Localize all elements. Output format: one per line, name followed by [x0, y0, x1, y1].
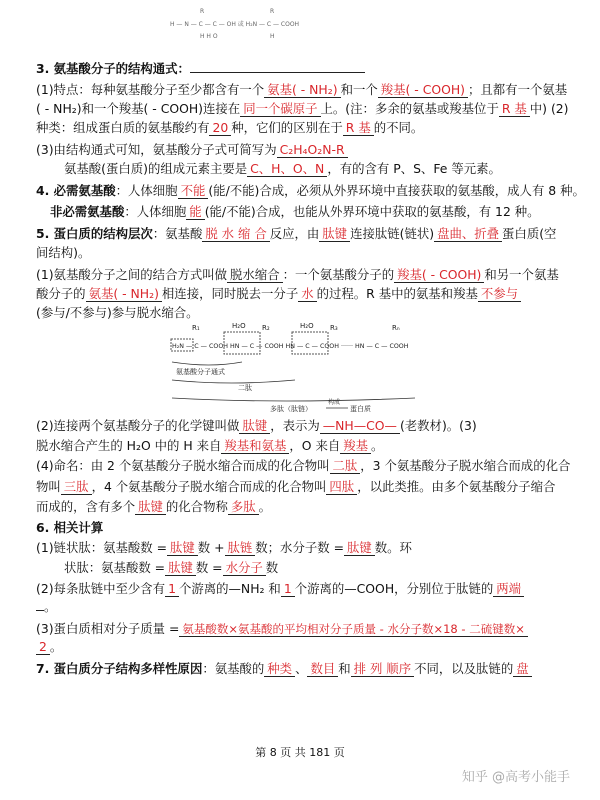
text: ：一个氨基酸分子的 — [282, 267, 395, 282]
answer-fill: C₂H₄O₂N-R — [277, 142, 348, 158]
answer-fill: 脱 水 缩 合 — [202, 226, 269, 242]
answer-fill: 羧基和氨基 — [221, 438, 289, 454]
r1-label: R₁ — [192, 324, 200, 332]
answer-fill: C、H、O、N — [247, 161, 327, 177]
answer-fill: R 基 — [499, 101, 530, 117]
text: (1)链状肽：氨基酸数 = — [36, 540, 167, 555]
text: (3)蛋白质相对分子质量 = — [36, 621, 180, 636]
answer-fill: 盘 — [513, 661, 531, 677]
blank — [190, 72, 365, 73]
s6-line3 — [36, 579, 570, 599]
text: ；且都有一个氨基 — [468, 82, 568, 97]
text: 状肽：氨基酸数 = — [64, 560, 166, 575]
answer-fill: 不参与 — [478, 286, 521, 302]
text: 中) (2) — [529, 101, 569, 116]
dipeptide-label: 二肽 — [238, 384, 252, 392]
text: ，以此类推。由多个氨基酸分子缩合 — [357, 479, 556, 494]
s3-title: 3. 氨基酸分子的结构通式： — [36, 61, 190, 76]
text: ，O 来自 — [289, 438, 341, 453]
general-formula-label: 氨基酸分子通式 — [176, 368, 225, 376]
dehydration-condensation-diagram — [170, 318, 420, 420]
text: ( - NH₂)和一个羧基( - COOH)连接在 — [36, 101, 241, 116]
text: 。 — [49, 639, 63, 654]
s3-title-line — [36, 59, 570, 79]
blank — [36, 610, 44, 611]
text: 。 — [44, 599, 57, 614]
text: 相连接，同时脱去一分子 — [161, 286, 299, 301]
text: 数。环 — [374, 540, 412, 555]
s7-line1 — [36, 659, 570, 679]
answer-fill: 肽键 — [319, 226, 350, 242]
text: 反应，由 — [269, 226, 320, 241]
s3-line5 — [64, 159, 570, 179]
text: 的不同。 — [373, 120, 424, 135]
text: 而成的，含有多个 — [36, 499, 136, 514]
section-title: 5. 蛋白质的结构层次 — [36, 226, 153, 241]
text: (2)每条肽链中至少含有 — [36, 581, 166, 596]
answer-fill: 1 — [281, 581, 295, 597]
text: ：人体细胞 — [115, 183, 178, 198]
answer-fill: 不能 — [178, 183, 209, 199]
text: 。 — [258, 499, 272, 514]
s3-line1 — [36, 80, 570, 100]
text: 间结构)。 — [36, 245, 91, 260]
answer-fill: 羧基( - COOH) — [378, 82, 468, 98]
text: (4)命名：由 2 个氨基酸分子脱水缩合而成的化合物叫 — [36, 458, 330, 473]
section-title: 6. 相关计算 — [36, 520, 104, 535]
answer-fill: 脱水缩合 — [227, 267, 283, 283]
protein-label: 蛋白质 — [350, 405, 371, 413]
text: 氨基酸(蛋白质)的组成元素主要是 — [64, 161, 248, 176]
answer-fill: 盘曲、折叠 — [434, 226, 502, 242]
answer-fill: 肽键 — [167, 540, 198, 556]
text: 蛋白质(空 — [502, 226, 557, 241]
answer-fill: 排 列 顺序 — [351, 661, 414, 677]
s6-line5 — [36, 619, 570, 639]
svg-text:R: R — [200, 8, 205, 15]
answer-fill: 肽键 — [239, 418, 270, 434]
text: ，3 个氨基酸分子脱水缩合而成的化合 — [360, 458, 571, 473]
answer-fill: 2 — [36, 639, 50, 655]
text: ：人体细胞 — [124, 204, 187, 219]
text: 个游离的—COOH，分别位于肽链的 — [294, 581, 494, 596]
answer-fill: 1 — [165, 581, 179, 597]
page-footer: 第 8 页 共 181 页 — [255, 746, 345, 759]
s5b-line1 — [36, 416, 570, 436]
polypeptide-label: 多肽（肽链） — [270, 405, 312, 413]
s6-title-line — [36, 518, 570, 538]
text: 数 + — [197, 540, 225, 555]
text: ，表示为 — [270, 418, 320, 433]
s5-line4 — [36, 284, 570, 304]
svg-text:H — N — C — C — OH 或 H₂N —: H — N — C — C — OH 或 H₂N — C — COOH — [170, 21, 300, 28]
text: (能/不能)合成，也能从外界环境中获取的氨基酸，有 12 种。 — [204, 204, 540, 219]
text: (老教材)。(3) — [399, 418, 477, 433]
s5b-line5 — [36, 497, 570, 517]
text: 种，它们的区别在于 — [231, 120, 343, 135]
answer-fill: 羧基 — [340, 438, 371, 454]
svg-text:H: H — [270, 33, 275, 40]
text: 物叫 — [36, 479, 61, 494]
text: 的化合物称 — [165, 499, 228, 514]
answer-fill: 氨基( - NH₂) — [86, 286, 162, 302]
answer-fill: 羧基( - COOH) — [394, 267, 484, 283]
text: ，有的含有 P、S、Fe 等元素。 — [327, 161, 501, 176]
svg-text:R: R — [270, 8, 275, 15]
form-label: 构成 — [328, 399, 341, 406]
answer-fill: 肽键 — [344, 540, 375, 556]
text: 个游离的—NH₂ 和 — [178, 581, 281, 596]
text: 上。(注：多余的氨基或羧基位于 — [320, 101, 499, 116]
chain-formula: H₂N — C — COOH HN — C — COOH HN — C — COOH ······ HN — C — COOH — [172, 343, 409, 350]
s5b-line3 — [36, 456, 570, 476]
answer-fill: 氨基酸数×氨基酸的平均相对分子质量 - 水分子数×18 - 二硫键数× — [179, 622, 527, 637]
amino-acid-formula-image — [170, 6, 310, 40]
s5b-line4 — [36, 477, 570, 497]
answer-fill: 三肽 — [61, 479, 92, 495]
rn-label: Rₙ — [392, 324, 400, 332]
s5-line2 — [36, 243, 570, 263]
text: 连接肽链(链状) — [350, 226, 435, 241]
r3-label: R₃ — [330, 324, 338, 332]
answer-fill: 20 — [209, 120, 231, 136]
answer-fill: 肽键 — [135, 499, 166, 515]
s4-line2 — [50, 202, 570, 222]
text: (能/不能)合成，必须从外界环境中直接获取的氨基酸，成人有 8 种。 — [208, 183, 585, 198]
s5-line1 — [36, 224, 570, 244]
s3-line2 — [36, 99, 570, 119]
text: 酸分子的 — [36, 286, 86, 301]
text: (3)由结构通式可知，氨基酸分子式可简写为 — [36, 142, 277, 157]
text: 和 — [338, 661, 351, 676]
s6-line6 — [36, 637, 570, 657]
answer-fill: R 基 — [343, 120, 374, 136]
text: 数 = — [195, 560, 223, 575]
svg-text:H H O: H H O — [200, 33, 218, 40]
section-title: 4. 必需氨基酸 — [36, 183, 116, 198]
answer-fill: 肽链 — [225, 540, 256, 556]
answer-fill: 两端 — [493, 581, 524, 597]
s6-line1 — [36, 538, 570, 558]
answer-fill: —NH—CO— — [320, 418, 400, 434]
section-title: 7. 蛋白质分子结构多样性原因 — [36, 661, 203, 676]
text: 。 — [371, 438, 384, 453]
text: 数；水分子数 = — [255, 540, 344, 555]
s5b-line2 — [36, 436, 570, 456]
s3-line3 — [36, 118, 570, 138]
answer-fill: 水 — [298, 286, 316, 302]
h2o-label: H₂O — [232, 322, 246, 330]
s3-line4 — [36, 140, 570, 160]
text: 、 — [295, 661, 308, 676]
text: ：氨基酸 — [152, 226, 203, 241]
answer-fill: 肽键 — [165, 560, 196, 576]
text: (1)特点：每种氨基酸分子至少都含有一个 — [36, 82, 265, 97]
answer-fill: 能 — [186, 204, 204, 220]
text: 不同，以及肽链的 — [414, 661, 514, 676]
h2o-label: H₂O — [300, 322, 314, 330]
answer-fill: 四肽 — [326, 479, 357, 495]
text: (1)氨基酸分子之间的结合方式叫做 — [36, 267, 228, 282]
r2-label: R₂ — [262, 324, 270, 332]
text: 的过程。R 基中的氨基和羧基 — [316, 286, 478, 301]
text: (2)连接两个氨基酸分子的化学键叫做 — [36, 418, 240, 433]
s5-line3 — [36, 265, 570, 285]
watermark: 知乎 @高考小能手 — [461, 770, 570, 785]
text: ，4 个氨基酸分子脱水缩合而成的化合物叫 — [91, 479, 327, 494]
answer-fill: 同一个碳原子 — [240, 101, 320, 117]
text: 和另一个氨基 — [484, 267, 559, 282]
answer-fill: 水分子 — [223, 560, 266, 576]
text: 数 — [265, 560, 279, 575]
s6-line2 — [64, 558, 570, 578]
answer-fill: 数目 — [307, 661, 338, 677]
answer-fill: 种类 — [264, 661, 295, 677]
answer-fill: 多肽 — [228, 499, 259, 515]
s4-line1 — [36, 181, 585, 201]
section-title: 非必需氨基酸 — [50, 204, 125, 219]
text: (参与/不参与)参与脱水缩合。 — [36, 305, 199, 320]
answer-fill: 二肽 — [330, 458, 361, 474]
text: 种类：组成蛋白质的氨基酸约有 — [36, 120, 210, 135]
s6-line4 — [36, 597, 570, 617]
answer-fill: 氨基( - NH₂) — [264, 82, 340, 98]
text: 和一个 — [340, 82, 378, 97]
text: ：氨基酸的 — [202, 661, 265, 676]
text: 脱水缩合产生的 H₂O 中的 H 来自 — [36, 438, 222, 453]
